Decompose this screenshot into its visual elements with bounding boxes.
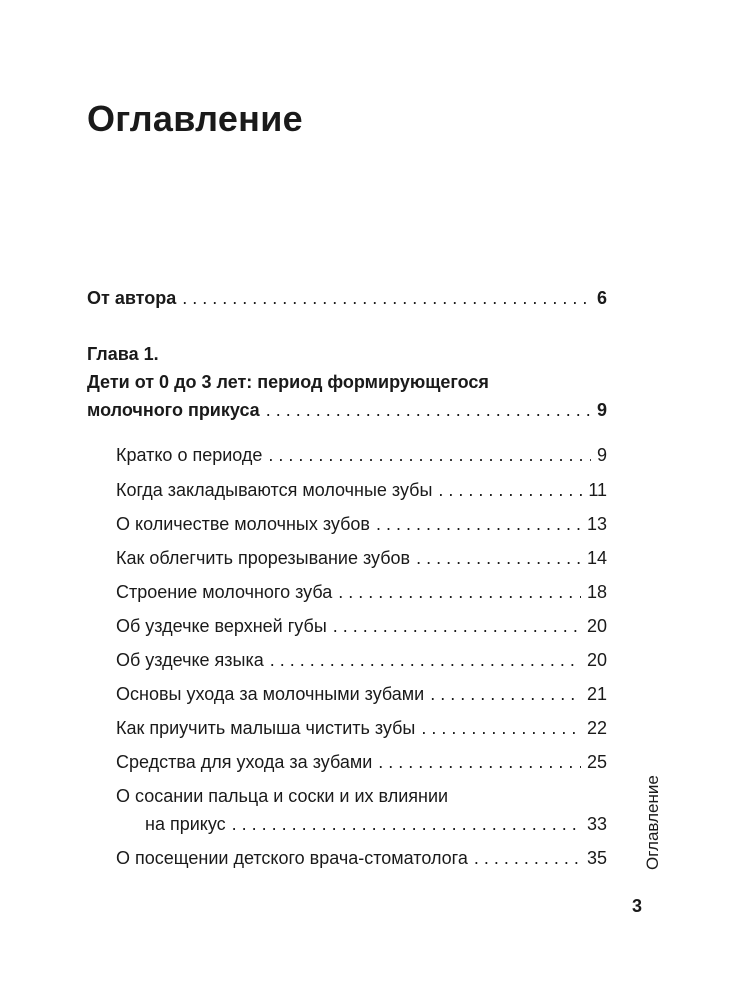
toc-entry-item[interactable]	[116, 716, 607, 740]
toc-entry-item[interactable]	[116, 682, 607, 706]
toc-page-number: 9	[596, 445, 607, 465]
running-section-label: Оглавление	[643, 775, 662, 870]
toc-entry-text: От автора	[87, 288, 177, 308]
toc-entry-from-author[interactable]	[87, 286, 607, 310]
dot-leader	[338, 580, 581, 604]
toc-page-number: 22	[586, 718, 607, 738]
toc-entry-item[interactable]	[116, 614, 607, 638]
toc-page-number: 35	[586, 848, 607, 868]
chapter-label: Глава 1.	[87, 344, 159, 364]
toc-entry-item[interactable]	[116, 648, 607, 672]
toc-entry-text: О посещении детского врача-стоматолога	[116, 848, 468, 868]
toc-entry-item[interactable]	[116, 846, 607, 870]
page-number: 3	[632, 896, 643, 916]
toc-page-number: 20	[586, 650, 607, 670]
toc-entry-item[interactable]	[116, 580, 607, 604]
page-title: Оглавление	[87, 98, 303, 139]
chapter-title-line2: молочного прикуса	[87, 400, 260, 420]
toc-entry-text: О количестве молочных зубов	[116, 514, 370, 534]
toc-entry-item[interactable]	[116, 750, 607, 774]
toc-entry-thumb-sucking[interactable]	[145, 812, 607, 836]
toc-page-number: 11	[588, 480, 607, 500]
toc-page-number: 6	[596, 288, 607, 308]
toc-entry-text: Кратко о периоде	[116, 445, 263, 465]
dot-leader	[266, 398, 591, 422]
toc-entry-item[interactable]	[116, 478, 607, 502]
toc-entry-text: Как облегчить прорезывание зубов	[116, 548, 411, 568]
dot-leader	[378, 750, 581, 774]
toc-entry-item[interactable]	[116, 546, 607, 570]
toc-page-number: 25	[586, 752, 607, 772]
dot-leader	[182, 286, 591, 310]
dot-leader	[416, 546, 581, 570]
toc-entry-text: Основы ухода за молочными зубами	[116, 684, 425, 704]
toc-entry-text: Когда закладываются молочные зубы	[116, 480, 433, 500]
toc-entry-text: Об уздечке верхней губы	[116, 616, 327, 636]
dot-leader	[438, 478, 582, 502]
dot-leader	[270, 648, 581, 672]
toc-page-number: 9	[596, 400, 607, 420]
dot-leader	[376, 512, 581, 536]
toc-entry-text: Об уздечке языка	[116, 650, 264, 670]
dot-leader	[474, 846, 581, 870]
toc-entry-text-line1: О сосании пальца и соски и их влиянии	[116, 786, 449, 806]
toc-entry-text: Средства для ухода за зубами	[116, 752, 373, 772]
toc-page-number: 20	[586, 616, 607, 636]
toc-entry-text: Как приучить малыша чистить зубы	[116, 718, 416, 738]
toc-page-number: 14	[586, 548, 607, 568]
toc-entry-text: на прикус	[145, 814, 226, 834]
toc-entry-text: Строение молочного зуба	[116, 582, 333, 602]
toc-entry-chapter1[interactable]	[87, 398, 607, 422]
dot-leader	[430, 682, 581, 706]
toc-page-number: 21	[586, 684, 607, 704]
toc-page-number: 33	[586, 814, 607, 834]
toc-entry-item[interactable]	[116, 443, 607, 467]
toc-page-number: 18	[586, 582, 607, 602]
toc-entry-item[interactable]	[116, 512, 607, 536]
chapter-title-line1: Дети от 0 до 3 лет: период формирующегося	[87, 372, 489, 392]
dot-leader	[268, 443, 591, 467]
toc-page-number: 13	[586, 514, 607, 534]
dot-leader	[232, 812, 581, 836]
dot-leader	[333, 614, 581, 638]
dot-leader	[421, 716, 581, 740]
